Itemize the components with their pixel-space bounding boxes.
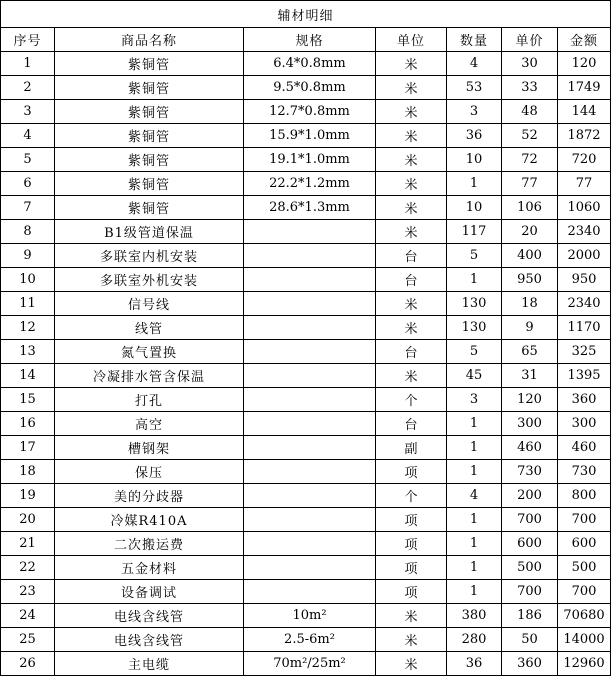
unit-price-cell: 50 [502,628,558,652]
amount-cell: 1872 [558,124,611,148]
product-name-cell: 电线含线管 [55,628,244,652]
table-row [1,100,611,124]
product-name-cell: 紫铜管 [55,148,244,172]
table-row [1,508,611,532]
quantity-cell: 380 [447,604,502,628]
table-row [1,412,611,436]
product-name-cell: 紫铜管 [55,124,244,148]
spec-cell: 28.6*1.3mm [244,196,376,220]
product-name-cell: 设备调试 [55,580,244,604]
header-index: 序号 [1,28,55,52]
table-row [1,388,611,412]
table-row [1,652,611,676]
row-index-cell: 21 [1,532,55,556]
unit-cell: 米 [376,124,447,148]
quantity-cell: 4 [447,52,502,76]
quantity-cell: 1 [447,508,502,532]
amount-cell: 14000 [558,628,611,652]
spec-cell [244,364,376,388]
quantity-cell: 1 [447,412,502,436]
unit-cell: 米 [376,292,447,316]
product-name-cell: 紫铜管 [55,52,244,76]
unit-cell: 台 [376,412,447,436]
product-name-cell: 多联室内机安装 [55,244,244,268]
unit-price-cell: 30 [502,52,558,76]
table-row [1,340,611,364]
product-name-cell: 冷媒R410A [55,508,244,532]
quantity-cell: 1 [447,556,502,580]
unit-cell: 台 [376,268,447,292]
spec-cell: 9.5*0.8mm [244,76,376,100]
unit-cell: 项 [376,508,447,532]
unit-price-cell: 20 [502,220,558,244]
amount-cell: 950 [558,268,611,292]
row-index-cell: 19 [1,484,55,508]
unit-cell: 个 [376,388,447,412]
unit-price-cell: 700 [502,580,558,604]
unit-price-cell: 48 [502,100,558,124]
quantity-cell: 5 [447,340,502,364]
table-row [1,436,611,460]
header-amount: 金额 [558,28,611,52]
table-row [1,484,611,508]
unit-cell: 米 [376,316,447,340]
row-index-cell: 8 [1,220,55,244]
row-index-cell: 12 [1,316,55,340]
table-row [1,316,611,340]
row-index-cell: 10 [1,268,55,292]
spec-cell [244,316,376,340]
unit-cell: 台 [376,244,447,268]
unit-cell: 副 [376,436,447,460]
table-row [1,460,611,484]
amount-cell: 800 [558,484,611,508]
row-index-cell: 1 [1,52,55,76]
table-title: 辅材明细 [1,1,611,28]
amount-cell: 1395 [558,364,611,388]
row-index-cell: 11 [1,292,55,316]
spec-cell [244,388,376,412]
row-index-cell: 15 [1,388,55,412]
header-unit: 单位 [376,28,447,52]
table-row [1,364,611,388]
table-row [1,580,611,604]
amount-cell: 720 [558,148,611,172]
spec-cell: 22.2*1.2mm [244,172,376,196]
row-index-cell: 17 [1,436,55,460]
row-index-cell: 6 [1,172,55,196]
spec-cell: 70m²/25m² [244,652,376,676]
amount-cell: 77 [558,172,611,196]
unit-price-cell: 950 [502,268,558,292]
table-body [1,52,611,676]
amount-cell: 144 [558,100,611,124]
table-row [1,268,611,292]
product-name-cell: 线管 [55,316,244,340]
spec-cell [244,532,376,556]
unit-price-cell: 72 [502,148,558,172]
quantity-cell: 1 [447,532,502,556]
table-row [1,628,611,652]
unit-cell: 米 [376,52,447,76]
spec-cell [244,268,376,292]
table-row [1,292,611,316]
amount-cell: 2000 [558,244,611,268]
row-index-cell: 25 [1,628,55,652]
quantity-cell: 3 [447,100,502,124]
unit-price-cell: 77 [502,172,558,196]
quantity-cell: 1 [447,436,502,460]
product-name-cell: 高空 [55,412,244,436]
amount-cell: 70680 [558,604,611,628]
quantity-cell: 4 [447,484,502,508]
unit-price-cell: 18 [502,292,558,316]
unit-cell: 米 [376,364,447,388]
product-name-cell: 多联室外机安装 [55,268,244,292]
unit-price-cell: 9 [502,316,558,340]
amount-cell: 600 [558,532,611,556]
row-index-cell: 26 [1,652,55,676]
product-name-cell: 保压 [55,460,244,484]
product-name-cell: 电线含线管 [55,604,244,628]
amount-cell: 1170 [558,316,611,340]
amount-cell: 325 [558,340,611,364]
unit-price-cell: 500 [502,556,558,580]
header-unit-price: 单价 [502,28,558,52]
quantity-cell: 36 [447,652,502,676]
row-index-cell: 16 [1,412,55,436]
unit-price-cell: 186 [502,604,558,628]
header-product-name: 商品名称 [55,28,244,52]
unit-price-cell: 600 [502,532,558,556]
unit-price-cell: 730 [502,460,558,484]
quantity-cell: 130 [447,292,502,316]
spec-cell [244,436,376,460]
row-index-cell: 2 [1,76,55,100]
amount-cell: 500 [558,556,611,580]
amount-cell: 460 [558,436,611,460]
header-quantity: 数量 [447,28,502,52]
unit-cell: 项 [376,580,447,604]
spec-cell [244,220,376,244]
product-name-cell: 信号线 [55,292,244,316]
unit-cell: 米 [376,100,447,124]
spec-cell [244,484,376,508]
amount-cell: 2340 [558,292,611,316]
quantity-cell: 45 [447,364,502,388]
quantity-cell: 10 [447,196,502,220]
unit-cell: 米 [376,196,447,220]
quantity-cell: 1 [447,580,502,604]
spec-cell: 10m² [244,604,376,628]
row-index-cell: 24 [1,604,55,628]
product-name-cell: 氮气置换 [55,340,244,364]
spec-cell [244,340,376,364]
table-row [1,196,611,220]
row-index-cell: 3 [1,100,55,124]
spec-cell: 19.1*1.0mm [244,148,376,172]
unit-price-cell: 33 [502,76,558,100]
row-index-cell: 13 [1,340,55,364]
row-index-cell: 14 [1,364,55,388]
table-row [1,124,611,148]
amount-cell: 700 [558,508,611,532]
spec-cell [244,292,376,316]
quantity-cell: 1 [447,172,502,196]
spec-cell: 6.4*0.8mm [244,52,376,76]
unit-cell: 台 [376,340,447,364]
spec-cell: 12.7*0.8mm [244,100,376,124]
spec-cell [244,508,376,532]
unit-cell: 米 [376,76,447,100]
spec-cell [244,460,376,484]
table-row [1,76,611,100]
spec-cell: 15.9*1.0mm [244,124,376,148]
quantity-cell: 117 [447,220,502,244]
product-name-cell: 美的分歧器 [55,484,244,508]
table-row [1,556,611,580]
row-index-cell: 18 [1,460,55,484]
spec-cell [244,412,376,436]
unit-price-cell: 52 [502,124,558,148]
spec-cell [244,244,376,268]
unit-cell: 项 [376,532,447,556]
quantity-cell: 53 [447,76,502,100]
spec-cell: 2.5-6m² [244,628,376,652]
table-row [1,220,611,244]
unit-price-cell: 700 [502,508,558,532]
amount-cell: 1060 [558,196,611,220]
amount-cell: 2340 [558,220,611,244]
amount-cell: 12960 [558,652,611,676]
unit-cell: 米 [376,220,447,244]
product-name-cell: 冷凝排水管含保温 [55,364,244,388]
unit-cell: 项 [376,556,447,580]
unit-price-cell: 200 [502,484,558,508]
unit-cell: 米 [376,172,447,196]
product-name-cell: 打孔 [55,388,244,412]
amount-cell: 1749 [558,76,611,100]
unit-cell: 个 [376,484,447,508]
row-index-cell: 5 [1,148,55,172]
row-index-cell: 7 [1,196,55,220]
product-name-cell: 紫铜管 [55,100,244,124]
table-row [1,244,611,268]
unit-price-cell: 460 [502,436,558,460]
product-name-cell: 槽钢架 [55,436,244,460]
amount-cell: 360 [558,388,611,412]
header-spec: 规格 [244,28,376,52]
amount-cell: 730 [558,460,611,484]
spec-cell [244,580,376,604]
quantity-cell: 3 [447,388,502,412]
row-index-cell: 22 [1,556,55,580]
table-row [1,532,611,556]
amount-cell: 700 [558,580,611,604]
quantity-cell: 130 [447,316,502,340]
unit-price-cell: 400 [502,244,558,268]
table-row [1,172,611,196]
table-row [1,52,611,76]
unit-price-cell: 360 [502,652,558,676]
product-name-cell: 紫铜管 [55,76,244,100]
row-index-cell: 4 [1,124,55,148]
table-row [1,148,611,172]
unit-cell: 米 [376,628,447,652]
unit-price-cell: 65 [502,340,558,364]
amount-cell: 300 [558,412,611,436]
quantity-cell: 1 [447,460,502,484]
row-index-cell: 20 [1,508,55,532]
row-index-cell: 23 [1,580,55,604]
amount-cell: 120 [558,52,611,76]
unit-cell: 米 [376,148,447,172]
unit-cell: 米 [376,604,447,628]
quantity-cell: 280 [447,628,502,652]
unit-cell: 米 [376,652,447,676]
product-name-cell: 五金材料 [55,556,244,580]
product-name-cell: 主电缆 [55,652,244,676]
unit-price-cell: 120 [502,388,558,412]
quantity-cell: 5 [447,244,502,268]
quantity-cell: 1 [447,268,502,292]
product-name-cell: 紫铜管 [55,196,244,220]
spec-cell [244,556,376,580]
product-name-cell: B1级管道保温 [55,220,244,244]
quantity-cell: 36 [447,124,502,148]
unit-price-cell: 300 [502,412,558,436]
unit-cell: 项 [376,460,447,484]
row-index-cell: 9 [1,244,55,268]
table-row [1,604,611,628]
unit-price-cell: 106 [502,196,558,220]
product-name-cell: 紫铜管 [55,172,244,196]
quantity-cell: 10 [447,148,502,172]
product-name-cell: 二次搬运费 [55,532,244,556]
unit-price-cell: 31 [502,364,558,388]
